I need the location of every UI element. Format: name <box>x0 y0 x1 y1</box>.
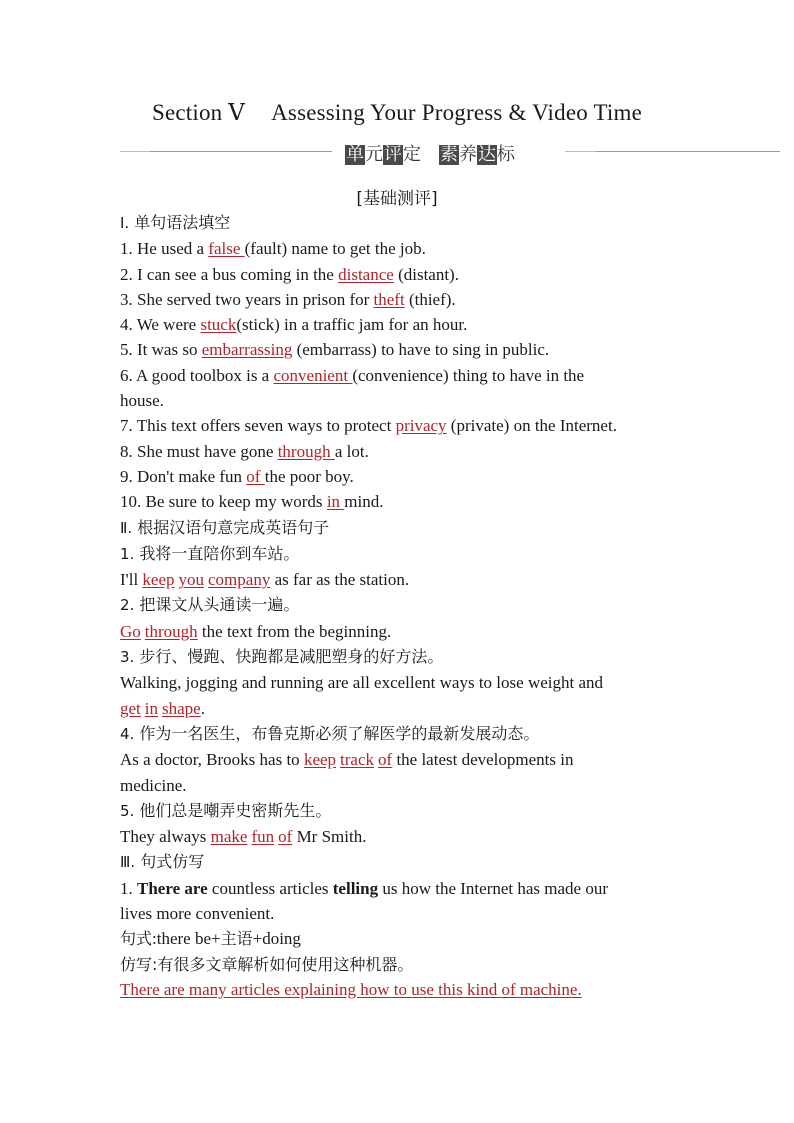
banner-char: 素 <box>440 144 458 165</box>
item-text: 10. Be sure to keep my words <box>120 492 327 512</box>
item-number: 4. <box>120 724 135 743</box>
answer: of <box>278 827 293 847</box>
item-text: mind. <box>344 492 384 512</box>
chinese-prompt <box>120 644 680 670</box>
answer: false <box>208 239 245 259</box>
part1-heading <box>120 210 680 236</box>
heading-text: 根据汉语句意完成英语句子 <box>137 517 330 537</box>
part2-heading <box>120 515 680 541</box>
item-text: (convenience) thing to have in the <box>352 365 585 385</box>
bold-phrase: There are <box>137 878 208 898</box>
item-text: (stick) in a traffic jam for an hour. <box>236 315 468 335</box>
pattern-subject: 主语 <box>220 929 253 949</box>
item-number: 5. <box>120 801 135 820</box>
list-item <box>120 337 680 362</box>
answer: fun <box>251 827 275 847</box>
prompt-text: 把课文从头通读一遍。 <box>139 595 300 615</box>
item-text: I'll <box>120 570 143 590</box>
item-text: a lot. <box>334 441 369 461</box>
answer: in <box>144 698 159 718</box>
prompt-text: 他们总是嘲弄史密斯先生。 <box>139 800 332 820</box>
list-item <box>120 464 680 489</box>
answer: Go <box>120 621 141 641</box>
item-text: 5. It was so <box>120 340 202 360</box>
model-sentence <box>120 876 680 901</box>
heading-number: Ⅱ. <box>120 518 133 537</box>
item-text: . <box>200 698 205 718</box>
answer: company <box>208 570 271 590</box>
answer: embarrassing <box>201 340 293 360</box>
item-text: 1. He used a <box>120 239 209 259</box>
list-item <box>120 312 680 337</box>
imitation-answer <box>120 977 680 1003</box>
answer: privacy <box>395 416 447 436</box>
chinese-prompt <box>120 592 680 618</box>
list-item <box>120 439 680 464</box>
heading-number: Ⅰ. <box>120 214 130 232</box>
item-text: (fault) name to get the job. <box>244 239 426 259</box>
answer: distance <box>338 264 394 284</box>
chinese-prompt <box>120 721 680 747</box>
banner-char: 定 <box>403 144 421 165</box>
answer: There are many articles explaining how to use this kind of machine. <box>120 979 582 999</box>
item-text: (thief). <box>404 289 456 309</box>
item-text: (embarrass) to have to sing in public. <box>292 340 550 360</box>
answer: keep <box>303 750 337 770</box>
item-number: 2. <box>120 596 135 615</box>
answer: theft <box>373 289 405 309</box>
imitate-text: :有很多文章解析如何使用这种机器。 <box>152 954 414 974</box>
english-answer-continued <box>120 696 680 721</box>
list-item <box>120 262 680 287</box>
banner-text <box>345 140 515 164</box>
section-name: Assessing Your Progress & Video Time <box>271 100 643 125</box>
english-answer <box>120 619 680 644</box>
item-text: the text from the beginning. <box>197 621 392 641</box>
answer: through <box>277 441 335 461</box>
answer: convenient <box>273 365 353 385</box>
banner-rule-left <box>120 151 332 152</box>
imitation-prompt <box>120 952 680 977</box>
item-text: as far as the station. <box>270 570 410 590</box>
pattern-label: 句式 <box>120 929 153 949</box>
item-text: 9. Don't make fun <box>120 466 247 486</box>
page-title <box>0 100 794 126</box>
banner-char: 养 <box>459 144 477 165</box>
model-sentence-continued: lives more convenient. <box>120 904 275 924</box>
prompt-text: 我将一直陪你到车站。 <box>139 543 300 563</box>
prompt-text: 步行、慢跑、快跑都是减肥塑身的好方法。 <box>139 647 444 667</box>
answer: track <box>340 750 375 770</box>
answer: you <box>178 570 205 590</box>
item-text: the poor boy. <box>264 466 354 486</box>
list-item-continued: house. <box>120 391 164 411</box>
item-text: 8. She must have gone <box>120 441 278 461</box>
item-text: the latest developments in <box>392 750 574 770</box>
answer: of <box>246 466 265 486</box>
chinese-prompt <box>120 541 680 567</box>
list-item <box>120 413 680 438</box>
answer: keep <box>142 570 175 590</box>
answer: in <box>326 492 345 512</box>
heading-text: 单句语法填空 <box>134 213 231 232</box>
banner-char: 元 <box>365 144 383 165</box>
sentence-pattern <box>120 926 680 951</box>
english-answer-continued: medicine. <box>120 775 187 795</box>
banner-char: 评 <box>384 144 402 165</box>
banner-char: 单 <box>346 144 364 165</box>
list-item <box>120 363 680 388</box>
section-number: Section Ⅴ <box>151 100 246 125</box>
heading-number: Ⅲ. <box>120 853 136 872</box>
answer: get <box>120 698 141 718</box>
item-text: As a doctor, Brooks has to <box>120 750 304 770</box>
item-text: 2. I can see a bus coming in the <box>120 264 339 284</box>
item-text: 7. This text offers seven ways to protect <box>120 416 396 436</box>
english-answer: Walking, jogging and running are all excellent ways to lose weight and <box>120 673 604 693</box>
answer: stuck <box>200 315 237 335</box>
section-label: [基础测评] <box>356 189 438 209</box>
item-text: 3. She served two years in prison for <box>120 289 374 309</box>
answer: of <box>378 750 393 770</box>
pattern-text: :there be+ <box>152 929 221 949</box>
item-text: countless articles <box>207 878 333 898</box>
banner-char: 达 <box>478 144 496 165</box>
item-text: us how the Internet has made our <box>378 878 609 898</box>
banner-char: 标 <box>497 144 515 165</box>
answer: shape <box>162 698 201 718</box>
pattern-text: +doing <box>252 929 301 949</box>
list-item <box>120 489 680 514</box>
item-number: 3. <box>120 648 135 667</box>
prompt-text: 作为一名医生，布鲁克斯必须了解医学的最新发展动态。 <box>139 723 540 743</box>
item-number: 1. <box>120 878 137 898</box>
bold-phrase: telling <box>332 878 379 898</box>
item-number: 1. <box>120 544 135 563</box>
chinese-prompt <box>120 798 680 824</box>
item-text: They always <box>120 827 211 847</box>
answer: make <box>210 827 248 847</box>
item-text: 6. A good toolbox is a <box>120 365 274 385</box>
list-item <box>120 236 680 261</box>
unit-banner <box>120 140 780 164</box>
answer: through <box>144 621 198 641</box>
english-answer <box>120 824 680 849</box>
exercise-content <box>120 210 680 1003</box>
banner-rule-right <box>565 151 780 152</box>
part3-heading <box>120 849 680 875</box>
item-text: (private) on the Internet. <box>446 416 617 436</box>
heading-text: 句式仿写 <box>140 852 205 872</box>
item-text: Mr Smith. <box>292 827 367 847</box>
item-text: (distant). <box>393 264 459 284</box>
item-text: 4. We were <box>120 315 201 335</box>
english-answer <box>120 747 680 772</box>
list-item <box>120 287 680 312</box>
english-answer <box>120 567 680 592</box>
imitate-label: 仿写 <box>120 954 153 974</box>
